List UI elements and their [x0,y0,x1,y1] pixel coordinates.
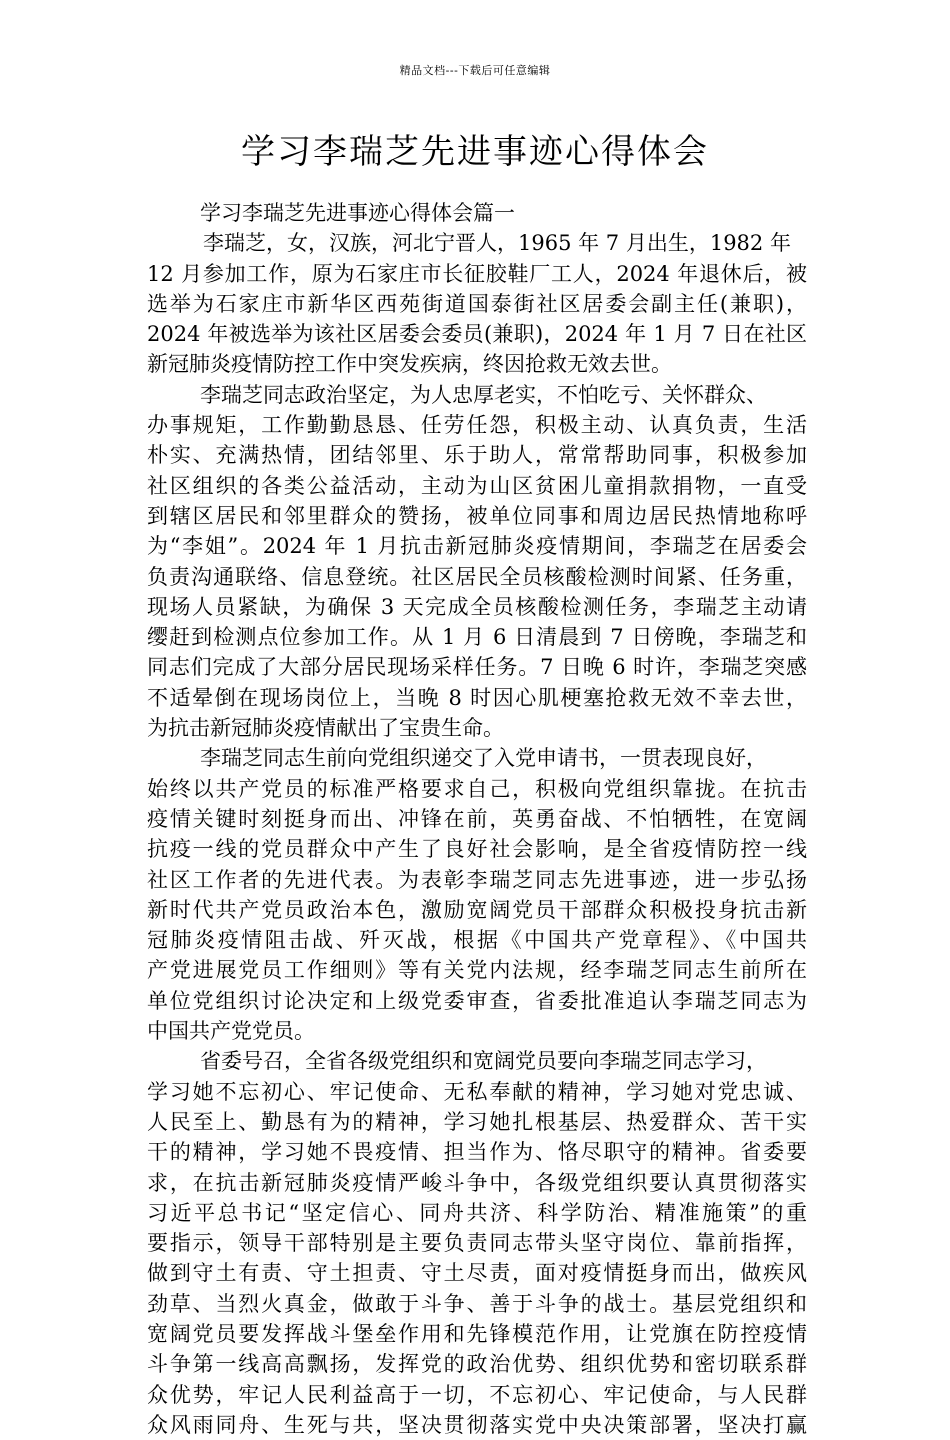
paragraph-line: 干的精神，学习她不畏疫情、担当作为、恪尽职守的精神。省委要 [147,1140,807,1165]
paragraph-line: 负责沟通联络、信息登统。社区居民全员核酸检测时间紧、任务重， [147,564,807,589]
paragraph-line: 选举为石家庄市新华区西苑街道国泰街社区居委会副主任(兼职)， [147,291,807,316]
paragraph-line: 社区工作者的先进代表。为表彰李瑞芝同志先进事迹，进一步弘扬 [147,867,807,892]
paragraph-line: 要指示，领导干部特别是主要负责同志带头坚守岗位、靠前指挥， [147,1231,807,1256]
paragraph-line: 习近平总书记“坚定信心、同舟共济、科学防治、精准施策”的重 [147,1200,807,1225]
paragraph-line: 李瑞芝，女，汉族，河北宁晋人，1965 年 7 月出生，1982 年 [203,231,791,256]
paragraph-line: 宽阔党员要发挥战斗堡垒作用和先锋模范作用，让党旗在防控疫情 [147,1321,807,1346]
section-heading: 学习李瑞芝先进事迹心得体会篇一 [200,201,515,225]
paragraph-line: 做到守土有责、守土担责、守土尽责，面对疫情挺身而出，做疾风 [147,1261,807,1286]
paragraph-line: 斗争第一线高高飘扬，发挥党的政治优势、组织优势和密切联系群 [147,1352,807,1377]
paragraph-line: 到辖区居民和邻里群众的赞扬，被单位同事和周边居民热情地称呼 [147,503,807,528]
paragraph-line: 新时代共产党员政治本色，激励宽阔党员干部群众积极投身抗击新 [147,897,807,922]
paragraph-line: 办事规矩，工作勤勤恳恳、任劳任怨，积极主动、认真负责，生活 [147,413,807,438]
paragraph-line: 12 月参加工作，原为石家庄市长征胶鞋厂工人，2024 年退休后，被 [147,261,807,286]
paragraph-line: 朴实、充满热情，团结邻里、乐于助人，常常帮助同事，积极参加 [147,443,807,468]
paragraph-line: 众风雨同舟、生死与共，坚决贯彻落实党中央决策部署，坚决打赢 [147,1412,807,1437]
paragraph-line: 学习她不忘初心、牢记使命、无私奉献的精神，学习她对党忠诚、 [147,1079,807,1104]
paragraph-line: 为抗击新冠肺炎疫情献出了宝贵生命。 [147,716,504,741]
paragraph-line: 人民至上、勤恳有为的精神，学习她扎根基层、热爱群众、苦干实 [147,1109,807,1134]
paragraph-line: 抗疫一线的党员群众中产生了良好社会影响，是全省疫情防控一线 [147,837,807,862]
paragraph-line: 劲草、当烈火真金，做敢于斗争、善于斗争的战士。基层党组织和 [147,1291,807,1316]
paragraph-line: 省委号召，全省各级党组织和宽阔党员要向李瑞芝同志学习， [200,1049,767,1074]
paragraph-line: 为“李姐”。2024 年 1 月抗击新冠肺炎疫情期间，李瑞芝在居委会 [147,534,807,559]
paragraph-line: 求，在抗击新冠肺炎疫情严峻斗争中，各级党组织要认真贯彻落实 [147,1170,807,1195]
paragraph-line: 同志们完成了大部分居民现场采样任务。7 日晚 6 时许，李瑞芝突感 [147,655,807,680]
paragraph-line: 冠肺炎疫情阻击战、歼灭战，根据《中国共产党章程》、《中国共 [147,928,807,953]
paragraph-line: 李瑞芝同志政治坚定，为人忠厚老实，不怕吃亏、关怀群众、 [200,382,767,407]
paragraph-line: 2024 年被选举为该社区居委会委员(兼职)，2024 年 1 月 7 日在社区 [147,322,807,347]
paragraph-line: 众优势，牢记人民利益高于一切，不忘初心、牢记使命，与人民群 [147,1382,807,1407]
paragraph-line: 产党进展党员工作细则》等有关党内法规，经李瑞芝同志生前所在 [147,958,807,983]
paragraph-line: 中国共产党党员。 [147,1019,315,1044]
paragraph-line: 现场人员紧缺，为确保 3 天完成全员核酸检测任务，李瑞芝主动请 [147,594,807,619]
paragraph-line: 缨赶到检测点位参加工作。从 1 月 6 日清晨到 7 日傍晚，李瑞芝和 [147,625,807,650]
paragraph-line: 始终以共产党员的标准严格要求自己，积极向党组织靠拢。在抗击 [147,776,807,801]
document-body [147,198,807,1440]
paragraph-line: 不适晕倒在现场岗位上，当晚 8 时因心肌梗塞抢救无效不幸去世， [147,685,807,710]
paragraph-line: 单位党组织讨论决定和上级党委审查，省委批准追认李瑞芝同志为 [147,988,807,1013]
page-title: 学习李瑞芝先进事迹心得体会 [241,132,709,172]
paragraph-line: 新冠肺炎疫情防控工作中突发疾病，终因抢救无效去世。 [147,352,672,377]
paragraph-line: 社区组织的各类公益活动，主动为山区贫困儿童捐款捐物，一直受 [147,473,807,498]
header-note: 精品文档---下载后可任意编辑 [399,64,551,77]
paragraph-line: 李瑞芝同志生前向党组织递交了入党申请书，一贯表现良好， [200,746,767,771]
paragraph-line: 疫情关键时刻挺身而出、冲锋在前，英勇奋战、不怕牺牲，在宽阔 [147,806,807,831]
